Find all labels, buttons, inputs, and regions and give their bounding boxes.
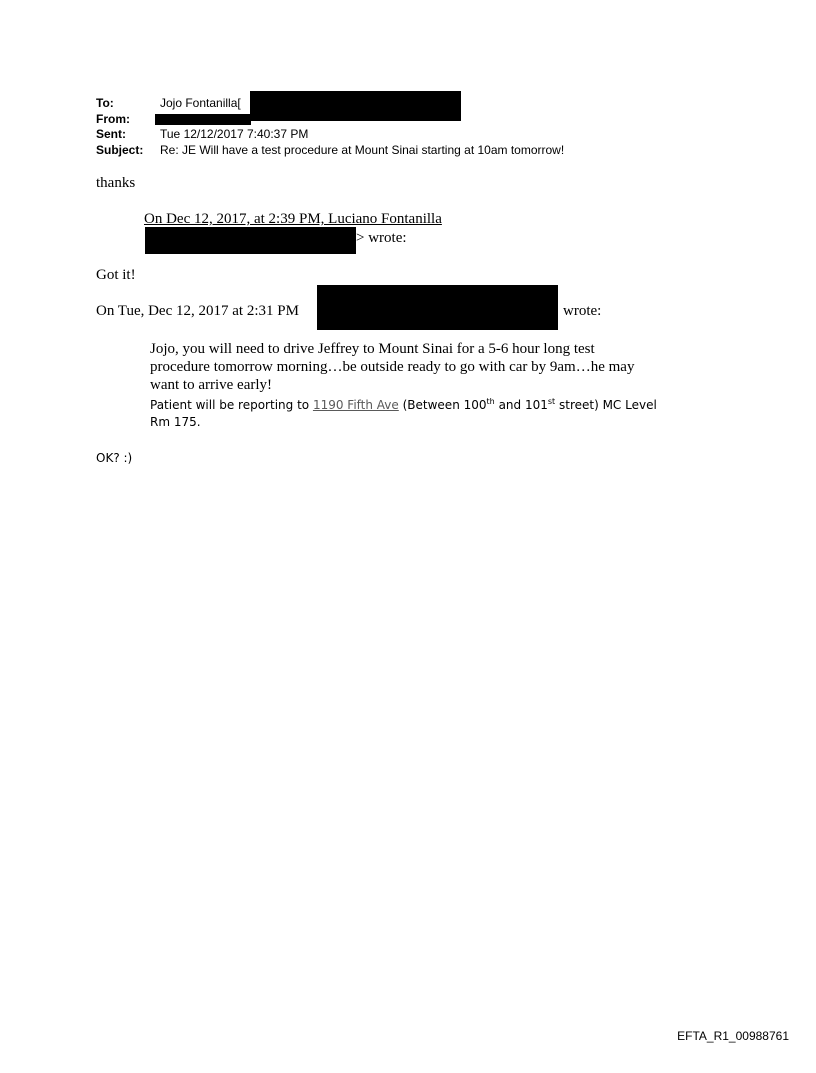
patient-sup2: st <box>547 397 556 406</box>
quote2-line2: procedure tomorrow morning…be outside ready to go with car by 9am…he may <box>150 359 635 375</box>
quote1-wrote: > wrote: <box>356 230 407 246</box>
document-id: EFTA_R1_00988761 <box>677 1029 789 1043</box>
redaction-to <box>250 91 461 121</box>
quote2-header: On Tue, Dec 12, 2017 at 2:31 PM <box>96 303 299 319</box>
redaction-from <box>155 114 251 125</box>
quote1-text: Got it! <box>96 267 136 283</box>
to-value: Jojo Fontanilla[ <box>160 96 241 110</box>
sent-label: Sent: <box>96 127 126 141</box>
to-label: To: <box>96 96 114 110</box>
redaction-quote1-email <box>145 227 356 254</box>
patient-line <box>150 398 657 412</box>
sent-value: Tue 12/12/2017 7:40:37 PM <box>160 127 309 141</box>
reply-text: thanks <box>96 175 136 191</box>
subject-value: Re: JE Will have a test procedure at Mount Sinai starting at 10am tomorrow! <box>160 143 565 157</box>
patient-mid2: and 101 <box>494 398 548 412</box>
quote2-line3: want to arrive early! <box>150 377 273 393</box>
patient-mid1: (Between 100 <box>398 398 487 412</box>
patient-post: street) MC Level <box>555 398 657 412</box>
quote1-header: On Dec 12, 2017, at 2:39 PM, Luciano Fontanilla <box>144 211 442 227</box>
patient-line2: Rm 175. <box>150 415 201 429</box>
patient-pre: Patient will be reporting to <box>150 398 313 412</box>
patient-sup1: th <box>486 397 495 406</box>
closing-text: OK? :) <box>96 451 133 465</box>
quote2-line1: Jojo, you will need to drive Jeffrey to Mount Sinai for a 5-6 hour long test <box>150 341 595 357</box>
from-label: From: <box>96 112 130 126</box>
subject-label: Subject: <box>96 143 144 157</box>
quote2-wrote: wrote: <box>563 303 602 319</box>
redaction-quote2-sender <box>317 285 558 330</box>
address-link[interactable]: 1190 Fifth Ave <box>312 398 399 412</box>
